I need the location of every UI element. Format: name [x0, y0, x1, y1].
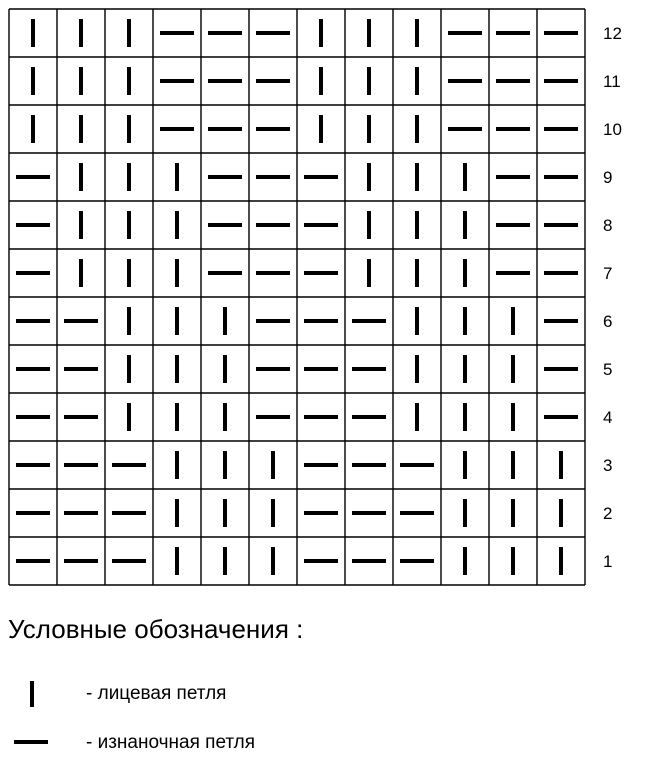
purl-stitch-mark: [256, 79, 290, 83]
knit-stitch-mark: [415, 163, 419, 191]
knit-stitch-mark: [127, 67, 131, 95]
knit-stitch-mark: [127, 115, 131, 143]
knit-stitch-mark: [319, 67, 323, 95]
knit-stitch-mark: [127, 19, 131, 47]
row-number-label: 1: [603, 552, 613, 571]
purl-stitch-mark: [208, 223, 242, 227]
knit-stitch-mark: [271, 499, 275, 527]
knit-stitch-mark: [223, 355, 227, 383]
purl-stitch-mark: [208, 79, 242, 83]
purl-stitch-mark: [544, 223, 578, 227]
purl-stitch-mark: [352, 367, 386, 371]
purl-stitch-mark: [304, 415, 338, 419]
knit-stitch-mark: [175, 211, 179, 239]
purl-stitch-mark: [544, 319, 578, 323]
purl-stitch-mark: [400, 559, 434, 563]
purl-stitch-mark: [544, 367, 578, 371]
purl-stitch-mark: [160, 127, 194, 131]
row-number-label: 3: [603, 456, 613, 475]
knit-stitch-mark: [31, 19, 35, 47]
purl-stitch-mark: [304, 319, 338, 323]
purl-stitch-mark: [16, 319, 50, 323]
knit-stitch-mark: [175, 163, 179, 191]
purl-stitch-mark: [304, 223, 338, 227]
knit-stitch-mark: [559, 547, 563, 575]
knit-stitch-mark: [175, 451, 179, 479]
knit-stitch-mark: [127, 211, 131, 239]
purl-stitch-mark: [208, 175, 242, 179]
row-number-label: 7: [603, 264, 613, 283]
purl-stitch-mark: [256, 271, 290, 275]
purl-stitch-mark: [544, 175, 578, 179]
knit-stitch-icon: [14, 679, 54, 709]
purl-stitch-mark: [352, 559, 386, 563]
purl-stitch-mark: [496, 127, 530, 131]
knit-stitch-mark: [79, 163, 83, 191]
knit-stitch-mark: [463, 403, 467, 431]
purl-stitch-mark: [304, 559, 338, 563]
purl-stitch-mark: [256, 319, 290, 323]
knit-stitch-mark: [463, 355, 467, 383]
knit-stitch-mark: [511, 307, 515, 335]
knit-stitch-mark: [31, 67, 35, 95]
knit-stitch-mark: [511, 451, 515, 479]
purl-stitch-mark: [496, 79, 530, 83]
purl-stitch-mark: [160, 31, 194, 35]
knit-stitch-mark: [511, 547, 515, 575]
purl-stitch-mark: [304, 271, 338, 275]
knit-stitch-mark: [127, 259, 131, 287]
knit-stitch-mark: [367, 211, 371, 239]
knit-stitch-mark: [463, 451, 467, 479]
row-number-label: 8: [603, 216, 613, 235]
legend-title: Условные обозначения :: [8, 614, 304, 644]
purl-stitch-mark: [112, 511, 146, 515]
purl-stitch-mark: [64, 559, 98, 563]
purl-stitch-mark: [448, 79, 482, 83]
knit-stitch-mark: [79, 259, 83, 287]
knit-stitch-mark: [319, 115, 323, 143]
purl-stitch-mark: [352, 415, 386, 419]
row-number-label: 4: [603, 408, 613, 427]
purl-stitch-mark: [400, 463, 434, 467]
knit-stitch-mark: [223, 499, 227, 527]
knit-stitch-mark: [127, 355, 131, 383]
knit-stitch-mark: [559, 451, 563, 479]
row-number-label: 6: [603, 312, 613, 331]
knit-stitch-mark: [415, 211, 419, 239]
row-number-label: 12: [603, 24, 622, 43]
purl-stitch-mark: [304, 175, 338, 179]
knit-stitch-mark: [175, 355, 179, 383]
purl-stitch-mark: [64, 367, 98, 371]
purl-stitch-mark: [16, 271, 50, 275]
purl-stitch-mark: [160, 79, 194, 83]
row-number-label: 11: [603, 72, 621, 91]
knit-stitch-mark: [415, 355, 419, 383]
knit-stitch-mark: [223, 403, 227, 431]
legend-item-purl: [14, 728, 255, 758]
row-number-label: 10: [603, 120, 622, 139]
purl-stitch-mark: [16, 559, 50, 563]
purl-stitch-mark: [544, 271, 578, 275]
knit-stitch-mark: [367, 259, 371, 287]
purl-stitch-mark: [256, 223, 290, 227]
purl-stitch-mark: [112, 559, 146, 563]
purl-stitch-mark: [16, 511, 50, 515]
knit-stitch-mark: [415, 259, 419, 287]
knit-stitch-mark: [79, 115, 83, 143]
knit-stitch-mark: [127, 163, 131, 191]
knit-stitch-mark: [223, 547, 227, 575]
purl-stitch-mark: [208, 31, 242, 35]
knit-stitch-mark: [79, 211, 83, 239]
purl-stitch-mark: [208, 271, 242, 275]
purl-stitch-mark: [256, 31, 290, 35]
purl-stitch-mark: [352, 463, 386, 467]
purl-stitch-mark: [544, 31, 578, 35]
purl-stitch-mark: [16, 223, 50, 227]
knit-stitch-mark: [127, 403, 131, 431]
knit-stitch-mark: [463, 259, 467, 287]
knit-stitch-mark: [367, 19, 371, 47]
knit-stitch-mark: [79, 19, 83, 47]
knit-stitch-mark: [223, 451, 227, 479]
knit-stitch-mark: [175, 499, 179, 527]
purl-stitch-mark: [496, 271, 530, 275]
legend-item-knit: [14, 679, 226, 709]
purl-stitch-mark: [16, 415, 50, 419]
purl-stitch-mark: [496, 31, 530, 35]
purl-stitch-mark: [64, 463, 98, 467]
knit-stitch-mark: [271, 547, 275, 575]
knit-stitch-mark: [175, 259, 179, 287]
purl-stitch-mark: [448, 127, 482, 131]
knit-stitch-mark: [511, 499, 515, 527]
knit-stitch-mark: [319, 19, 323, 47]
purl-stitch-mark: [400, 511, 434, 515]
purl-stitch-mark: [496, 223, 530, 227]
purl-stitch-mark: [64, 319, 98, 323]
purl-stitch-mark: [304, 367, 338, 371]
knit-stitch-mark: [415, 307, 419, 335]
purl-stitch-mark: [64, 415, 98, 419]
knit-stitch-mark: [415, 115, 419, 143]
knit-stitch-mark: [127, 307, 131, 335]
purl-stitch-mark: [544, 415, 578, 419]
purl-stitch-mark: [256, 127, 290, 131]
knit-stitch-mark: [463, 547, 467, 575]
purl-stitch-mark: [544, 127, 578, 131]
purl-stitch-mark: [304, 511, 338, 515]
knit-stitch-mark: [367, 67, 371, 95]
purl-stitch-mark: [496, 175, 530, 179]
knit-stitch-mark: [367, 115, 371, 143]
purl-stitch-mark: [448, 31, 482, 35]
knit-stitch-mark: [175, 403, 179, 431]
purl-stitch-icon: [14, 728, 54, 758]
knit-stitch-mark: [511, 403, 515, 431]
purl-stitch-mark: [64, 511, 98, 515]
row-number-label: 9: [603, 168, 613, 187]
purl-stitch-mark: [256, 175, 290, 179]
row-number-label: 5: [603, 360, 613, 379]
legend-label-purl: - изнаночная петля: [86, 732, 256, 753]
knit-stitch-mark: [415, 67, 419, 95]
knit-stitch-mark: [463, 499, 467, 527]
purl-stitch-mark: [352, 319, 386, 323]
knit-stitch-mark: [79, 67, 83, 95]
purl-stitch-mark: [16, 463, 50, 467]
knit-stitch-mark: [463, 163, 467, 191]
legend-label-knit: - лицевая петля: [86, 683, 227, 704]
knit-stitch-mark: [271, 451, 275, 479]
knit-stitch-mark: [415, 19, 419, 47]
knit-stitch-mark: [463, 211, 467, 239]
knit-stitch-mark: [223, 307, 227, 335]
purl-stitch-mark: [208, 127, 242, 131]
purl-stitch-mark: [112, 463, 146, 467]
knit-stitch-mark: [31, 115, 35, 143]
knit-stitch-mark: [367, 163, 371, 191]
knit-stitch-mark: [175, 307, 179, 335]
purl-stitch-mark: [304, 463, 338, 467]
purl-stitch-mark: [544, 79, 578, 83]
knit-stitch-mark: [175, 547, 179, 575]
row-number-label: 2: [603, 504, 613, 523]
knit-stitch-mark: [559, 499, 563, 527]
knit-stitch-mark: [415, 403, 419, 431]
knit-stitch-mark: [511, 355, 515, 383]
purl-stitch-mark: [16, 175, 50, 179]
purl-stitch-mark: [16, 367, 50, 371]
knit-stitch-mark: [463, 307, 467, 335]
purl-stitch-mark: [352, 511, 386, 515]
purl-stitch-mark: [256, 367, 290, 371]
purl-stitch-mark: [256, 415, 290, 419]
